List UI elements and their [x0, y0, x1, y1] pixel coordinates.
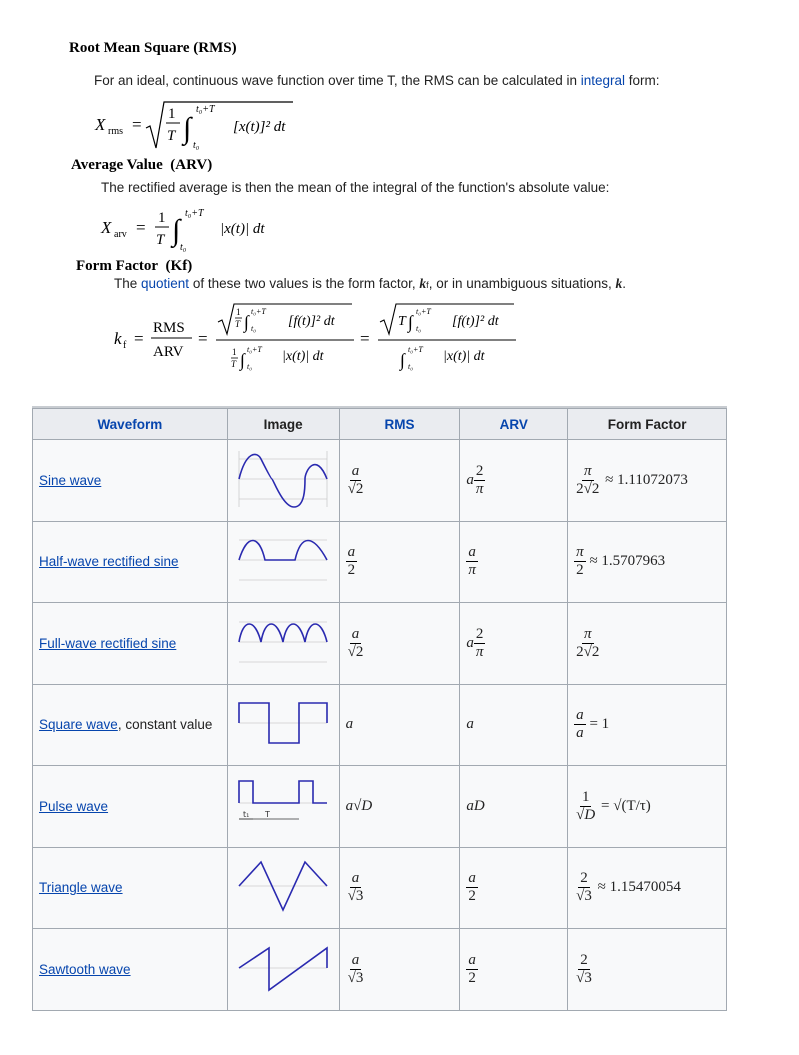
arv-cell: $\frac{a}{2}$	[460, 847, 568, 929]
svg-text:T: T	[231, 359, 237, 369]
rms-limit-top: t₀+T	[196, 104, 215, 115]
constant-value-label: , constant value	[117, 717, 213, 733]
header-waveform[interactable]: Waveform	[33, 409, 228, 440]
ff-k-var: k	[615, 276, 623, 291]
rms-sub: rms	[108, 126, 123, 137]
arv-lhs: X	[101, 218, 112, 237]
svg-text:=: =	[360, 329, 370, 348]
table-row	[33, 603, 727, 685]
arv-cell: a $\frac{2}{\pi}$	[460, 603, 568, 685]
ff-lhs: k	[114, 329, 122, 348]
header-rms[interactable]: RMS	[339, 409, 460, 440]
svg-text:∫: ∫	[244, 312, 249, 332]
svg-text:∫: ∫	[240, 350, 245, 370]
rms-text-end: form:	[625, 73, 660, 88]
rms-description	[94, 73, 660, 88]
svg-text:1: 1	[232, 347, 237, 357]
rms-cell: $\frac{a}{√2}$	[339, 440, 460, 522]
rms-limit-bottom: t₀	[193, 140, 200, 151]
form-factor-cell: $\frac{\pi}{2√2}$	[568, 603, 727, 685]
arv-heading-b: (ARV)	[170, 157, 213, 173]
ff-heading	[76, 258, 192, 275]
svg-text:∫: ∫	[172, 214, 181, 247]
rms-cell: $\frac{a}{√3}$	[339, 929, 460, 1011]
pulse-t1-label: t₁	[243, 809, 250, 819]
integral-link[interactable]: integral	[580, 73, 626, 88]
ff-heading-a: Form Factor	[76, 258, 159, 274]
waveform-name-cell	[33, 766, 228, 848]
ff-text-mid: of these two values is the form factor,	[189, 276, 420, 291]
arv-formula	[96, 202, 296, 254]
arv-one: 1	[158, 210, 166, 226]
rms-cell: a√D	[339, 766, 460, 848]
table-row	[33, 521, 727, 603]
svg-text:∫: ∫	[408, 312, 413, 332]
pulse-T-label: T	[265, 809, 271, 819]
triangle-wave-link[interactable]: Triangle wave	[39, 880, 123, 896]
waveform-name-cell	[33, 847, 228, 929]
table-row	[33, 440, 727, 522]
arv-cell: aD	[460, 766, 568, 848]
pulse-wave-image	[227, 766, 339, 848]
arv-T: T	[156, 232, 165, 248]
ff-ratio-num: RMS	[153, 320, 185, 336]
form-factor-cell: $\frac{a}{a}$ = 1	[568, 684, 727, 766]
waveform-name-cell	[33, 521, 228, 603]
ff-right-den: |x(t)| dt	[443, 349, 485, 364]
form-factor-cell: $\frac{1}{√D}$ = √(T/τ)	[568, 766, 727, 848]
ff-kf-sub: f	[426, 280, 429, 290]
ff-ratio-den: ARV	[153, 344, 184, 360]
waveform-name-cell	[33, 929, 228, 1011]
sawtooth-wave-link[interactable]: Sawtooth wave	[39, 961, 131, 977]
ff-text-the: The	[114, 276, 142, 291]
waveform-name-cell	[33, 603, 228, 685]
full-wave-link[interactable]: Full-wave rectified sine	[39, 635, 177, 651]
triangle-wave-image	[227, 847, 339, 929]
rms-one: 1	[168, 106, 176, 122]
half-wave-image	[227, 521, 339, 603]
ff-right-bot-limit: t₀+T	[408, 345, 423, 354]
half-wave-link[interactable]: Half-wave rectified sine	[39, 554, 179, 570]
svg-text:=: =	[132, 115, 142, 134]
header-image: Image	[227, 409, 339, 440]
ff-mid-den: |x(t)| dt	[282, 349, 324, 364]
ff-mid-top-limit: t₀+T	[251, 307, 266, 316]
sine-wave-image	[227, 440, 339, 522]
header-form-factor: Form Factor	[568, 409, 727, 440]
svg-text:∫: ∫	[400, 350, 405, 370]
table-row	[33, 766, 727, 848]
waveform-name-cell	[33, 440, 228, 522]
ff-right-top-limit: t₀+T	[416, 307, 431, 316]
arv-heading	[71, 157, 212, 174]
ff-mid-bot-limit: t₀+T	[247, 345, 262, 354]
form-factor-cell: $\frac{\pi}{2√2}$ ≈ 1.11072073	[568, 440, 727, 522]
form-factor-cell: $\frac{\pi}{2}$ ≈ 1.5707963	[568, 521, 727, 603]
waveform-table	[32, 408, 727, 1011]
ff-period: .	[622, 276, 627, 291]
arv-limit-bottom: t₀	[180, 242, 187, 253]
full-wave-image	[227, 603, 339, 685]
rms-lhs: X	[95, 115, 106, 134]
table-row	[33, 684, 727, 766]
arv-cell: $\frac{a}{\pi}$	[460, 521, 568, 603]
rms-cell: $\frac{a}{2}$	[339, 521, 460, 603]
rms-cell: $\frac{a}{√2}$	[339, 603, 460, 685]
square-wave-link[interactable]: Square wave	[39, 717, 118, 733]
rms-heading: Root Mean Square (RMS)	[69, 40, 237, 56]
ff-right-top-limit-b: t₀	[416, 324, 422, 333]
rms-cell: a	[339, 684, 460, 766]
ff-description	[114, 276, 626, 292]
ff-text-end: , or in unambiguous situations,	[428, 276, 616, 291]
arv-cell: $\frac{a}{2}$	[460, 929, 568, 1011]
rms-text: For an ideal, continuous wave function over time T, the RMS can be calculated in	[94, 73, 581, 88]
rms-integrand: [x(t)]² dt	[233, 119, 286, 135]
rms-formula	[90, 98, 310, 154]
form-factor-cell: $\frac{2}{√3}$	[568, 929, 727, 1011]
table-header-row	[33, 409, 727, 440]
ff-formula	[110, 300, 530, 375]
arv-cell: a $\frac{2}{\pi}$	[460, 440, 568, 522]
svg-text:=: =	[136, 218, 146, 237]
form-factor-cell: $\frac{2}{√3}$ ≈ 1.15470054	[568, 847, 727, 929]
ff-right-T: T	[398, 314, 406, 329]
ff-lhs-sub: f	[123, 340, 127, 351]
sine-wave-link[interactable]: Sine wave	[39, 472, 102, 488]
ff-right-bot-limit-b: t₀	[408, 362, 414, 371]
arv-integrand: |x(t)| dt	[220, 221, 265, 237]
table-row	[33, 847, 727, 929]
ff-mid-num: [f(t)]² dt	[288, 314, 335, 329]
square-wave-image	[227, 684, 339, 766]
arv-sub: arv	[114, 229, 127, 240]
rms-T: T	[167, 128, 176, 144]
rms-cell: $\frac{a}{√3}$	[339, 847, 460, 929]
sawtooth-wave-image	[227, 929, 339, 1011]
svg-text:T: T	[235, 319, 241, 329]
svg-text:=: =	[198, 329, 208, 348]
header-arv[interactable]: ARV	[460, 409, 568, 440]
waveform-name-cell	[33, 684, 228, 766]
arv-description: The rectified average is then the mean of the integral of the function's absolute value:	[101, 180, 610, 195]
ff-heading-b: (Kf)	[165, 258, 193, 274]
quotient-link[interactable]: quotient	[141, 276, 190, 291]
ff-mid-bot-limit-b: t₀	[247, 362, 253, 371]
ff-mid-top-limit-b: t₀	[251, 324, 257, 333]
svg-text:=: =	[134, 329, 144, 348]
table-row	[33, 929, 727, 1011]
pulse-wave-link[interactable]: Pulse wave	[39, 798, 109, 814]
arv-cell: a	[460, 684, 568, 766]
svg-text:∫: ∫	[183, 112, 192, 145]
ff-kf-var: k	[419, 276, 427, 291]
arv-limit-top: t₀+T	[185, 208, 204, 219]
ff-right-num: [f(t)]² dt	[452, 314, 499, 329]
svg-text:1: 1	[236, 307, 241, 317]
arv-heading-a: Average Value	[71, 157, 163, 173]
